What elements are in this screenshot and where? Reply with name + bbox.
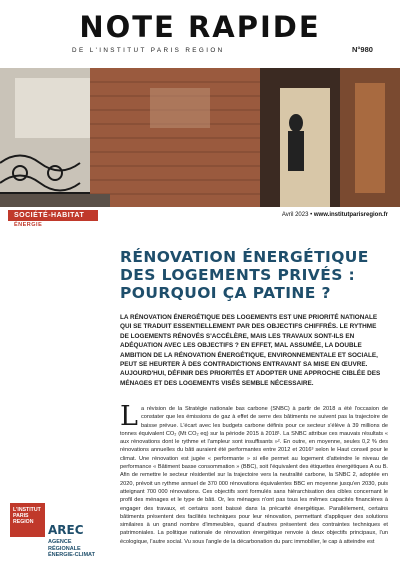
publication-title: NOTE RAPIDE: [79, 10, 321, 44]
arec-name: AREC: [48, 523, 84, 537]
arec-tagline: AGENCE RÉGIONALE ÉNERGIE-CLIMAT: [48, 539, 95, 558]
article-body: [120, 401, 388, 546]
subsection-tag: ÉNERGIE: [14, 222, 43, 228]
publication-subtitle: DE L'INSTITUT PARIS REGION: [72, 47, 225, 54]
issue-number: N°980: [352, 45, 373, 54]
issue-date: Avril 2023: [281, 212, 309, 218]
cover-photo: [0, 68, 400, 207]
article-body-text: a révision de la Stratégie nationale bas carbone (SNBC) à partir de 2018 a été l'occasion de constater que les émissions de gaz à effet de serre des bâtiments ne suivent pas la trajectoire de baisse prévue. L'écart avec les budgets carbone définis pour ce secteur s'élève à 39 millions de tonnes équivalent CO₂ (Mt CO₂ eq) sur la période 2015 à 2018¹. La SNBC attribue ces mauvais résultats « aux rénovations dont le rythme et l'ampleur sont insuffisants »². En outre, en moyenne, seules 0,2 % des rénovations annuelles du bâti auraient été performantes entre 2012 et 2016³ selon le Haut conseil pour le climat. Une rénovation est jugée « performante » si elle permet au logement d'atteindre le niveau de performance « Bâtiment basse consommation » (BBC), soit l'équivalent des étiquettes énergétiques A ou B. Afin de remettre le secteur résidentiel sur la trajectoire vers la neutralité carbone, la SNBC 2, adoptée en 2020, prévoit un rythme annuel de 370 000 rénovations équivalentes BBC en moyenne jusqu'en 2030, puis atteignant 700 000 rénovations. Ces objectifs sont formulés sans hiérarchisation des cibles concernant le profil des ménages et le type de bâti. Or, les ménages n'ont pas tous les mêmes capacités financières à engager des travaux, et certains sont baissé dans la précarité énergétique. Parallèlement, certains bâtiments présentent des facilités techniques pour leur rénovation, permettant d'appliquer des solutions similaires à un grand nombre d'immeubles, quand d'autres présentent des contraintes techniques et patrimoniales. La politique nationale de rénovation énergétique renvoie à deux objectifs principaux, l'un écologique, l'autre social. Vu sous l'angle de la décarbonation du parc immobilier, le cap à atteindre est: [120, 406, 388, 545]
article-lead: LA RÉNOVATION ÉNERGÉTIQUE DES LOGEMENTS EST UNE PRIORITÉ NATIONALE QUI SE TRADUIT ESSENTIELLEMENT PAR DES OBJECTIFS CHIFFRÉS. LE RYTHME DE LOGEMENTS RÉNOVÉS S'ACCÉLÈRE, MAIS LES TRAVAUX SONT-ILS EN ADÉQUATION AVEC LES OBJECTIFS ? EN EFFET, MAL ASSUMÉE, LA DOUBLE AMBITION DE LA RÉNOVATION ÉNERGÉTIQUE, ENVIRONNEMENTALE ET SOCIALE, PEUT SE HEURTER À DES CONTRADICTIONS ENTRAVANT SA MISE EN ŒUVRE. AUJOURD'HUI, DÉFINIR DES PRIORITÉS ET ADOPTER UNE APPROCHE CIBLÉE DES MÉNAGES ET DES LOGEMENTS VISÉS SEMBLE NÉCESSAIRE.: [120, 314, 381, 387]
masthead: [0, 0, 400, 68]
issue-date-and-site: Avril 2023 • www.institutparisregion.fr: [281, 212, 388, 218]
article-headline: RÉNOVATION ÉNERGÉTIQUE DES LOGEMENTS PRIVÉS : POURQUOI ÇA PATINE ?: [120, 248, 369, 302]
arec-logo: [10, 503, 102, 558]
logo-line-2: PARIS: [13, 513, 29, 520]
drop-cap: L: [120, 401, 138, 432]
institut-logo-box: [10, 503, 45, 537]
logo-line-1: L'INSTITUT: [13, 507, 41, 513]
section-tag: SOCIÉTÉ-HABITAT: [8, 210, 98, 221]
logo-line-3: REGION: [13, 519, 34, 526]
website-link[interactable]: www.institutparisregion.fr: [313, 212, 388, 218]
